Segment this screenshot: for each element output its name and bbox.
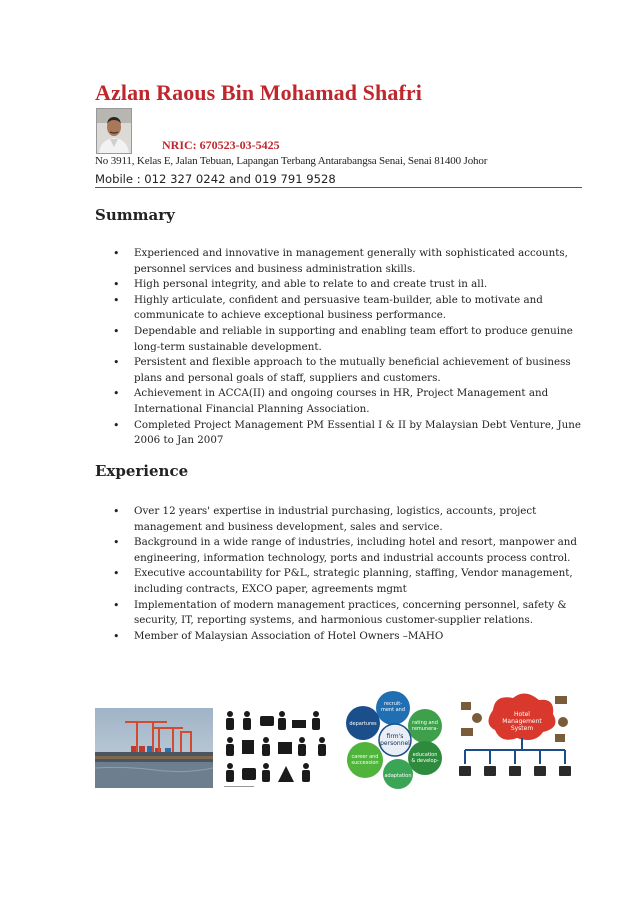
svg-text:departures: departures <box>349 721 377 727</box>
list-item: • Member of Malaysian Association of Hotel Owners –MAHO <box>95 629 582 645</box>
svg-text:succession: succession <box>351 760 379 766</box>
port-cranes-image <box>95 708 213 788</box>
svg-text:remunera-: remunera- <box>411 726 439 732</box>
svg-text:& develop-: & develop- <box>411 758 439 764</box>
list-item: • Experienced and innovative in management generally with sophisticated accounts, personnel services and business administration skills. <box>95 246 582 277</box>
list-item: • Highly articulate, confident and persuasive team-builder, able to motivate and communicate to achieve exceptional business performance. <box>95 293 582 324</box>
svg-text:Management: Management <box>502 718 542 725</box>
list-item: • Dependable and reliable in supporting and enabling team effort to produce genuine long-term sustainable development. <box>95 324 582 355</box>
personnel-system-diagram <box>343 688 453 790</box>
svg-text:adaptation: adaptation <box>384 773 412 779</box>
list-item: • Executive accountability for P&L, strategic planning, staffing, Vendor management, including contracts, EXCO paper, agreements mgmt <box>95 566 582 597</box>
address-line: No 3911, Kelas E, Jalan Tebuan, Lapangan Terbang Antarabangsa Senai, Senai 81400 Johor <box>95 155 488 167</box>
svg-text:recruit-: recruit- <box>383 701 403 707</box>
list-item: • Implementation of modern management practices, concerning personnel, safety & security, IT, reporting systems, and harmonious customer-supplier relations. <box>95 598 582 629</box>
experience-heading: Experience <box>95 462 189 480</box>
mobile-line: Mobile : 012 327 0242 and 019 791 9528 <box>95 172 336 186</box>
summary-heading: Summary <box>95 206 175 224</box>
header-divider <box>95 187 582 188</box>
summary-list <box>95 246 582 449</box>
svg-text:System: System <box>510 725 534 732</box>
nric-number: NRIC: 670523-03-5425 <box>162 138 280 152</box>
list-item: • Background in a wide range of industries, including hotel and resort, manpower and engineering, information technology, ports and industrial accounts process control. <box>95 535 582 566</box>
list-item: • High personal integrity, and able to relate to and create trust in all. <box>95 277 582 293</box>
diagram-center-label: firm's <box>386 733 404 740</box>
svg-text:career and: career and <box>351 754 379 760</box>
svg-text:personnel: personnel <box>380 740 410 747</box>
list-item: • Over 12 years' expertise in industrial purchasing, logistics, accounts, project management and business development, sales and service. <box>95 504 582 535</box>
experience-list <box>95 504 582 644</box>
list-item: • Achievement in ACCA(II) and ongoing courses in HR, Project Management and International Financial Planning Association. <box>95 386 582 417</box>
workplace-pictograms-image <box>220 706 338 788</box>
list-item: • Completed Project Management PM Essential I & II by Malaysian Debt Venture, June 2006 to Jan 2007 <box>95 418 582 449</box>
svg-text:rating and: rating and <box>412 720 438 726</box>
candidate-name: Azlan Raous Bin Mohamad Shafri <box>95 80 422 105</box>
svg-text:ment and: ment and <box>380 707 406 713</box>
list-item: • Persistent and flexible approach to the mutually beneficial achievement of business plans and personal goals of staff, suppliers and customers. <box>95 355 582 386</box>
profile-photo <box>96 108 132 154</box>
hotel-management-system-chart <box>455 688 573 790</box>
svg-text:education: education <box>412 752 438 758</box>
hotel-chart-title: Hotel <box>514 711 530 718</box>
